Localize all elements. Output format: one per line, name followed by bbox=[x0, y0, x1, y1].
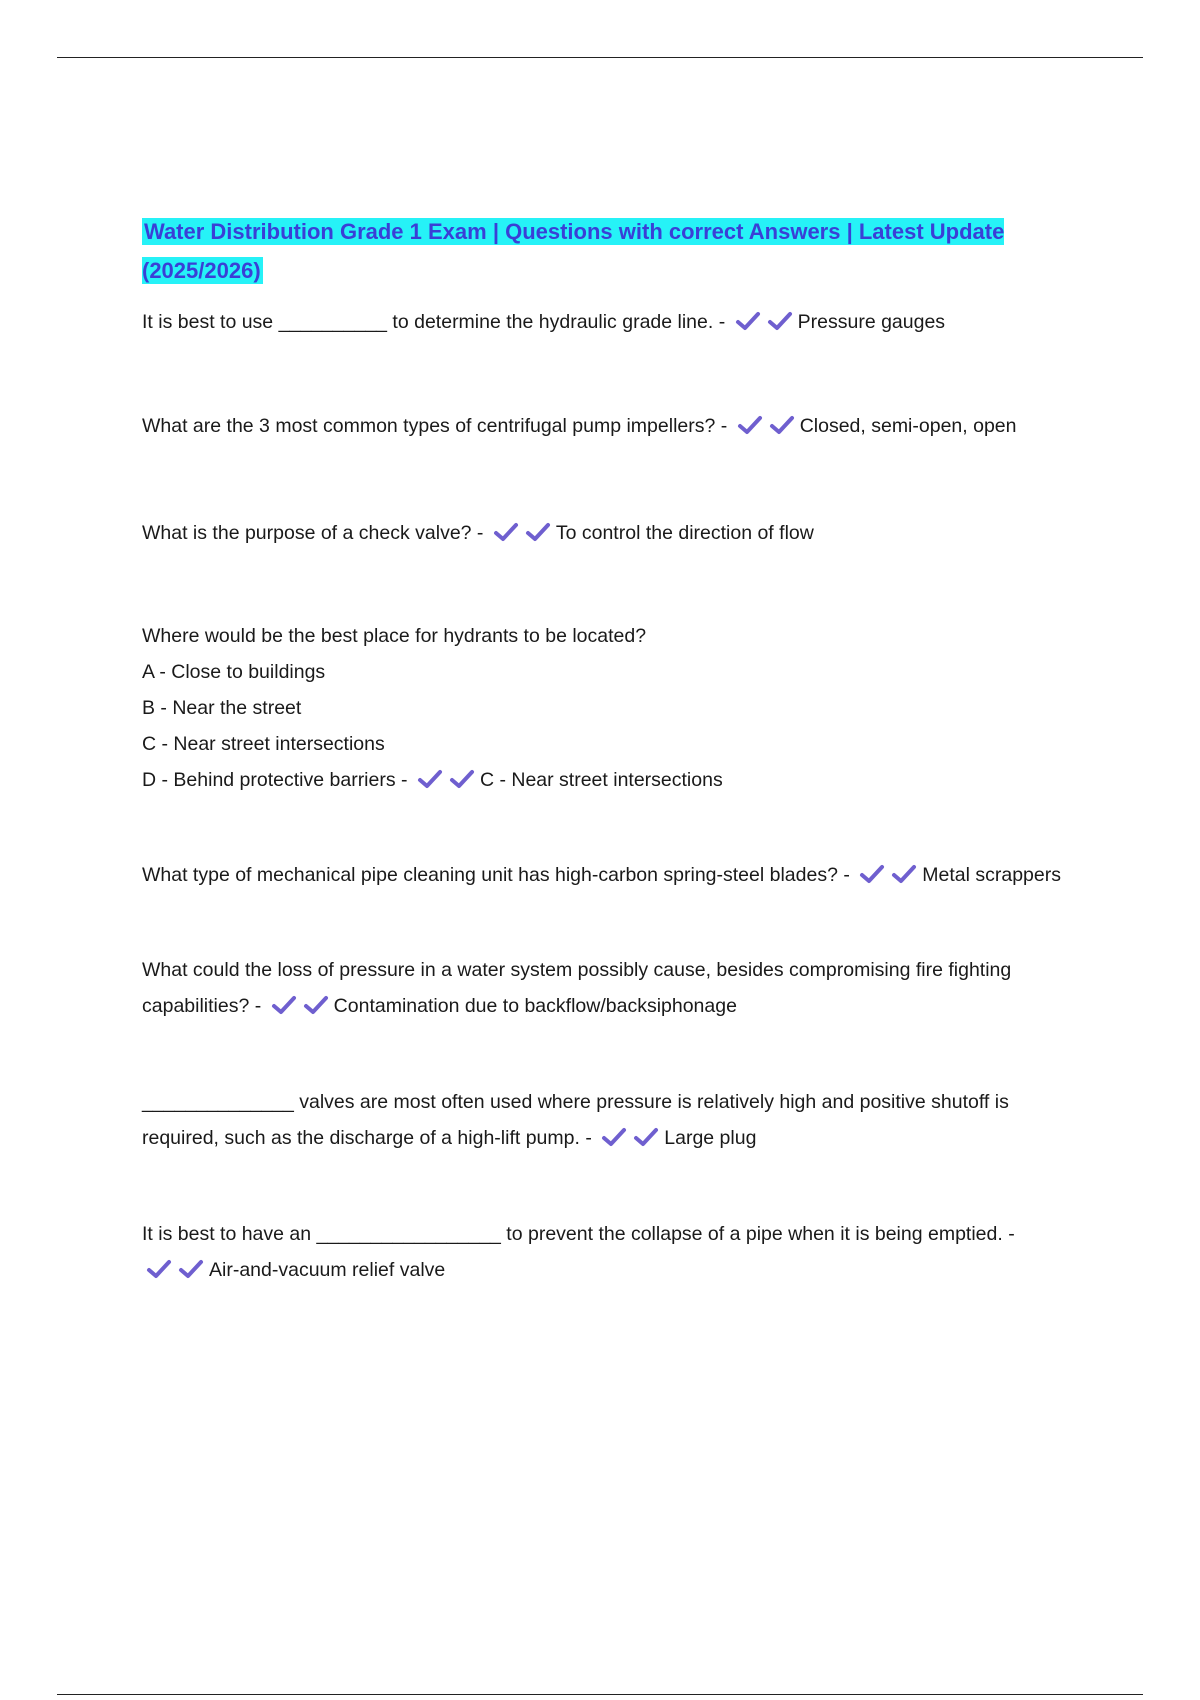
qa-item bbox=[142, 1084, 1077, 1160]
checkmark-icon bbox=[146, 1258, 172, 1280]
separator: - bbox=[395, 769, 413, 791]
checkmark-icon bbox=[271, 994, 297, 1016]
checkmark-icon bbox=[417, 768, 443, 790]
answer-text: To control the direction of flow bbox=[555, 522, 814, 544]
question-text: What is the purpose of a check valve? bbox=[142, 522, 472, 544]
separator: - bbox=[579, 1127, 598, 1149]
qa-item bbox=[142, 408, 1077, 448]
question-text: Where would be the best place for hydrants to be located? bbox=[142, 625, 647, 647]
checkmark-icon bbox=[735, 310, 761, 332]
separator: - bbox=[1002, 1223, 1015, 1245]
qa-line bbox=[142, 1216, 1077, 1292]
answer-text: Contamination due to backflow/backsiphonage bbox=[333, 995, 737, 1017]
document-title-text: Water Distribution Grade 1 Exam | Questions with correct Answers | Latest Update (2025/2026) bbox=[142, 219, 1005, 283]
qa-line bbox=[142, 304, 1077, 344]
checkmark-icon bbox=[303, 994, 329, 1016]
option-d: D - Behind protective barriers bbox=[142, 769, 396, 791]
answer-checkmarks bbox=[271, 992, 332, 1028]
bottom-rule bbox=[57, 1694, 1143, 1695]
question-text: What type of mechanical pipe cleaning unit has high-carbon spring-steel blades? bbox=[142, 864, 838, 886]
answer-checkmarks bbox=[417, 766, 478, 802]
separator: - bbox=[713, 311, 731, 333]
checkmark-icon bbox=[767, 310, 793, 332]
qa-item bbox=[142, 304, 1077, 344]
answer-text: Large plug bbox=[664, 1127, 757, 1149]
answer-text: Air-and-vacuum relief valve bbox=[209, 1259, 446, 1281]
document-body bbox=[142, 212, 1077, 1354]
question-text: It is best to use __________ to determine the hydraulic grade line. bbox=[142, 311, 714, 333]
checkmark-icon bbox=[633, 1126, 659, 1148]
answer-checkmarks bbox=[859, 861, 920, 897]
separator: - bbox=[471, 522, 489, 544]
checkmark-icon bbox=[601, 1126, 627, 1148]
qa-line bbox=[142, 952, 1077, 1028]
answer-checkmarks bbox=[493, 519, 554, 555]
qa-item bbox=[142, 857, 1077, 897]
top-rule bbox=[57, 57, 1143, 58]
checkmark-icon bbox=[449, 768, 475, 790]
answer-text: C - Near street intersections bbox=[479, 769, 723, 791]
document-title bbox=[142, 212, 1077, 290]
checkmark-icon bbox=[891, 863, 917, 885]
option-b: B - Near the street bbox=[142, 697, 302, 719]
qa-line bbox=[142, 762, 1077, 802]
checkmark-icon bbox=[859, 863, 885, 885]
question-text: What could the loss of pressure in a water system possibly cause, besides compromising fire fighting capabilities? bbox=[142, 959, 1012, 1017]
checkmark-icon bbox=[737, 414, 763, 436]
qa-line bbox=[142, 408, 1077, 448]
answer-checkmarks bbox=[146, 1256, 207, 1292]
qa-line bbox=[142, 515, 1077, 555]
answer-checkmarks bbox=[735, 308, 796, 344]
answer-text: Closed, semi-open, open bbox=[799, 415, 1017, 437]
checkmark-icon bbox=[178, 1258, 204, 1280]
qa-line bbox=[142, 1084, 1077, 1160]
qa-item bbox=[142, 952, 1077, 1028]
answer-checkmarks bbox=[601, 1124, 662, 1160]
question-text: What are the 3 most common types of centrifugal pump impellers? bbox=[142, 415, 716, 437]
checkmark-icon bbox=[525, 521, 551, 543]
qa-list bbox=[142, 304, 1077, 1292]
qa-item bbox=[142, 515, 1077, 555]
question-text: ______________ valves are most often used where pressure is relatively high and positive shutoff is required, such as the discharge of a high-lift pump. bbox=[142, 1091, 1009, 1149]
answer-text: Metal scrappers bbox=[922, 864, 1061, 886]
option-c: C - Near street intersections bbox=[142, 733, 385, 755]
option-a: A - Close to buildings bbox=[142, 661, 326, 683]
separator: - bbox=[837, 864, 856, 886]
qa-item bbox=[142, 1216, 1077, 1292]
checkmark-icon bbox=[493, 521, 519, 543]
separator: - bbox=[249, 995, 267, 1017]
qa-item bbox=[142, 618, 1077, 802]
qa-line bbox=[142, 857, 1077, 897]
question-text: It is best to have an _________________ to prevent the collapse of a pipe when it is being emptied. bbox=[142, 1223, 1003, 1245]
checkmark-icon bbox=[769, 414, 795, 436]
answer-checkmarks bbox=[737, 412, 798, 448]
separator: - bbox=[715, 415, 733, 437]
answer-text: Pressure gauges bbox=[797, 311, 946, 333]
